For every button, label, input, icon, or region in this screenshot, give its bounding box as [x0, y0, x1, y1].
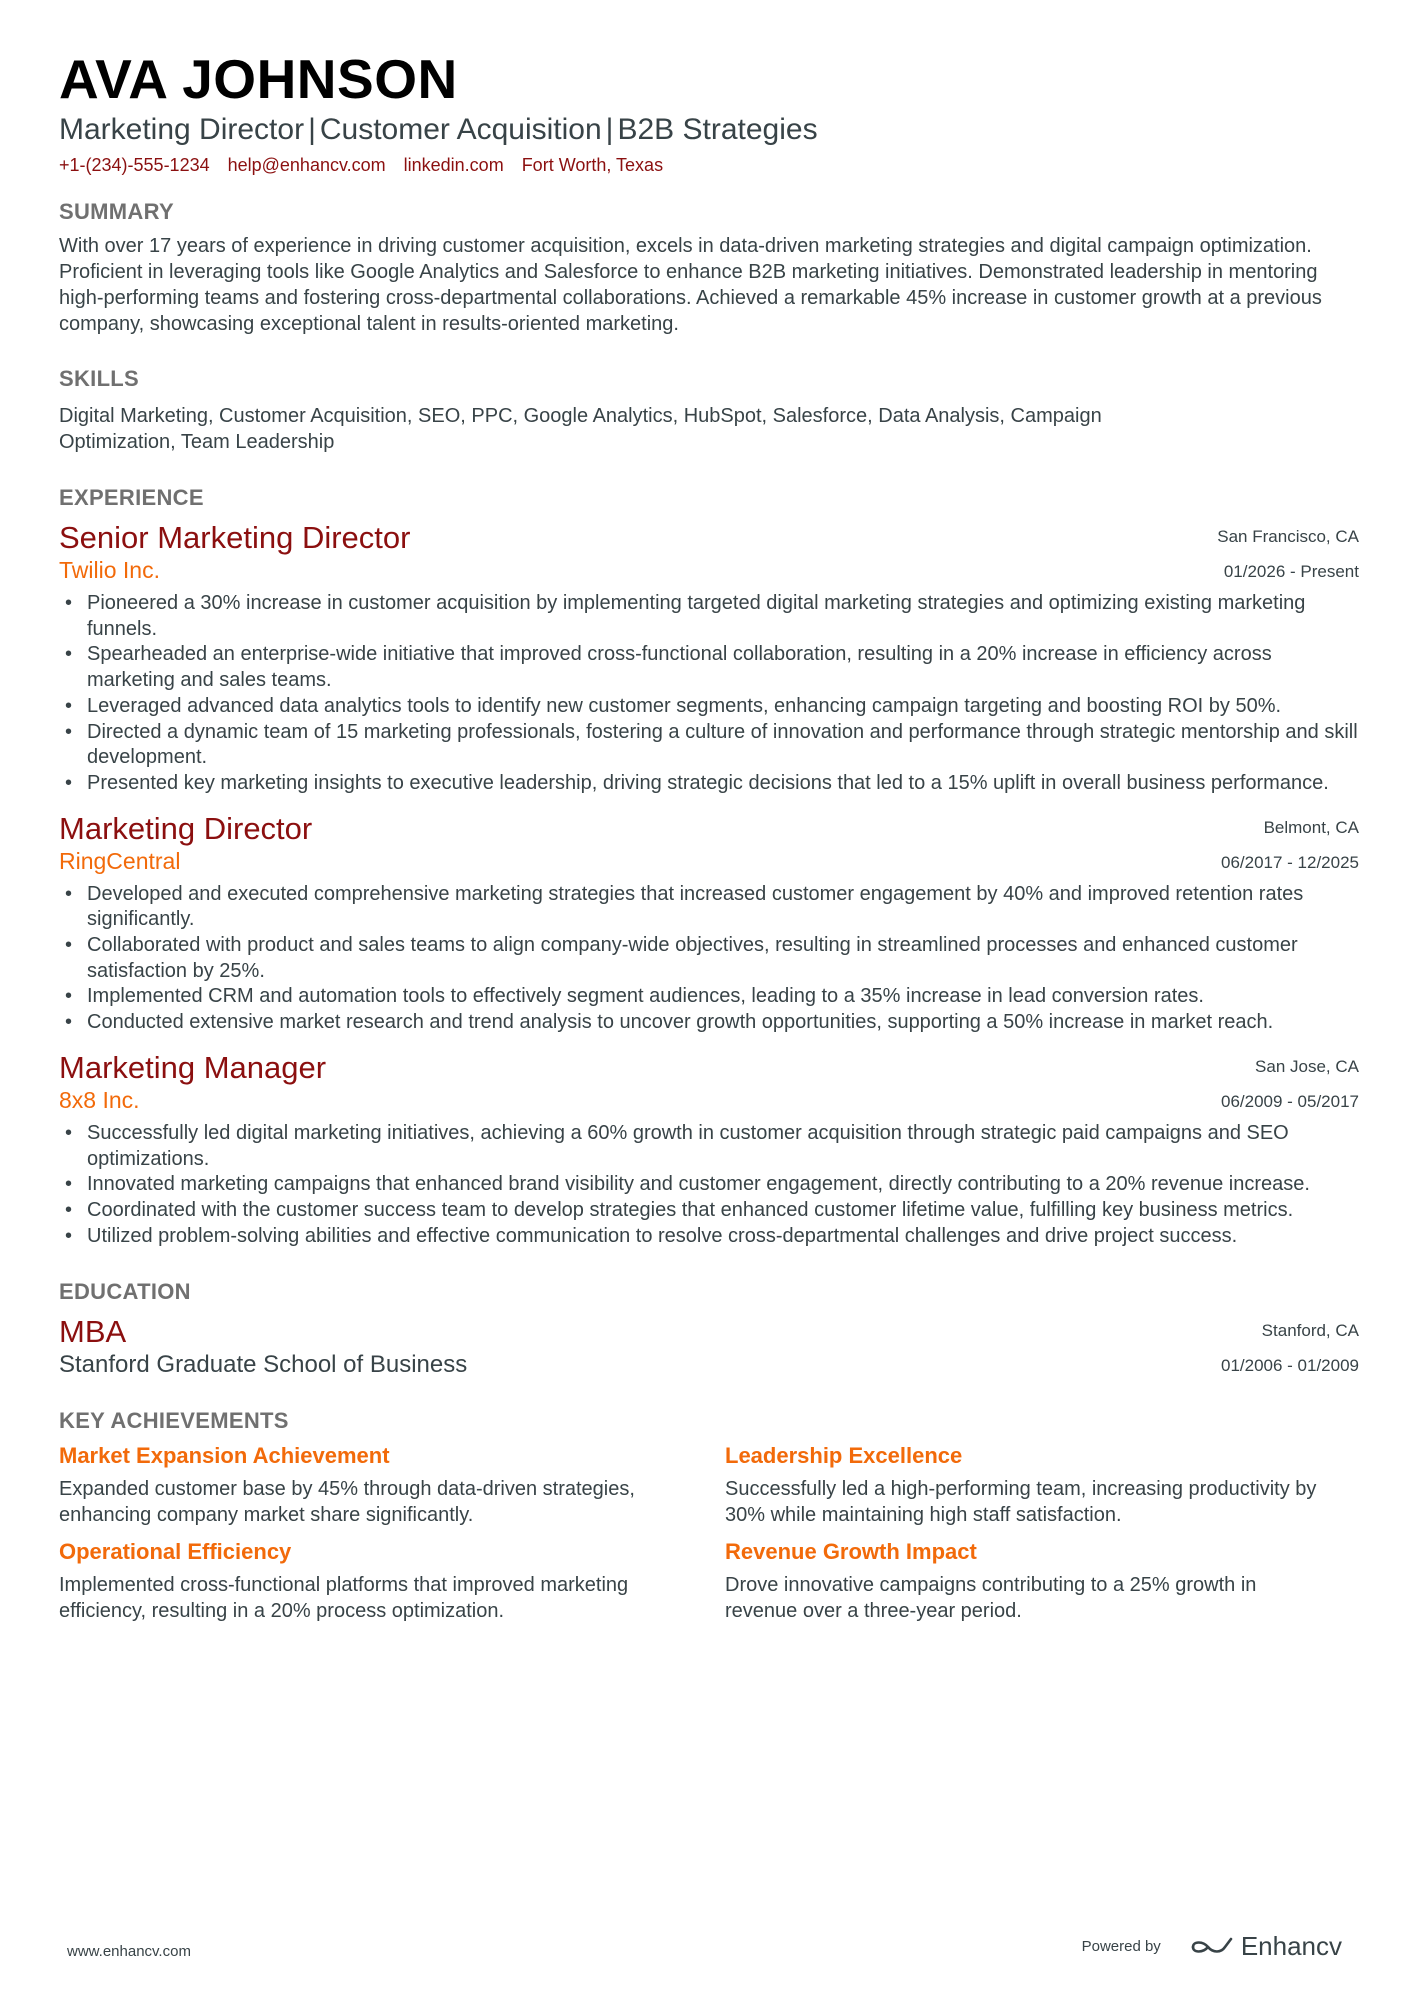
section-title-achievements: KEY ACHIEVEMENTS: [59, 1408, 289, 1434]
job-dates: 06/2009 - 05/2017: [1220, 1091, 1359, 1111]
education-location: Stanford, CA: [1261, 1321, 1359, 1341]
achievement-item: [59, 1538, 725, 1624]
section-title-education: EDUCATION: [59, 1279, 191, 1305]
job-entry: [59, 811, 1359, 1036]
brand-name: Enhancv: [1240, 1931, 1342, 1961]
headline: [59, 112, 1359, 148]
achievement-item: [725, 1538, 1359, 1624]
headline-part: Marketing Director: [59, 113, 305, 146]
bullet-item: • Utilized problem-solving abilities and effective communication to resolve cross-departmental challenges and drive project success.: [59, 1224, 1359, 1250]
achievement-item: [725, 1442, 1359, 1528]
achievement-title: Leadership Excellence: [725, 1443, 963, 1469]
education-entry: [59, 1314, 1359, 1380]
job-bullets: [59, 1121, 1359, 1250]
bullet-item: • Pioneered a 30% increase in customer acquisition by implementing targeted digital marketing strategies and optimizing existing marketing funnels.: [59, 591, 1359, 642]
powered-by-label: Powered by: [1081, 1938, 1161, 1955]
bullet-item: • Collaborated with product and sales teams to align company-wide objectives, resulting in streamlined processes and enhanced customer satisfaction by 25%.: [59, 933, 1359, 984]
linkedin-link[interactable]: linkedin.com: [403, 155, 504, 175]
job-title: Marketing Director: [59, 810, 313, 846]
job-title: Senior Marketing Director: [59, 520, 411, 555]
job-meta: [1221, 1056, 1359, 1113]
skills-section: [59, 366, 1359, 455]
achievement-desc: Expanded customer base by 45% through data-driven strategies, enhancing company market share significantly.: [59, 1478, 635, 1527]
job-entry: [59, 1050, 1359, 1250]
achievement-desc: Successfully led a high-performing team, increasing productivity by 30% while maintaining high staff satisfaction.: [725, 1478, 1317, 1527]
job-bullets: [59, 882, 1359, 1036]
bullet-item: • Conducted extensive market research and trend analysis to uncover growth opportunities, supporting a 50% increase in market reach.: [59, 1010, 1359, 1036]
section-title-summary: SUMMARY: [59, 199, 174, 224]
headline-part: B2B Strategies: [617, 113, 818, 146]
enhancv-logo-icon: [1187, 1935, 1233, 1959]
headline-separator: |: [308, 113, 316, 146]
job-company: 8x8 Inc.: [59, 1086, 140, 1113]
email-link[interactable]: help@enhancv.com: [227, 155, 386, 175]
achievement-desc: Drove innovative campaigns contributing to a 25% growth in revenue over a three-year period.: [725, 1574, 1257, 1623]
headline-part: Customer Acquisition: [319, 113, 602, 146]
job-bullets: [59, 591, 1359, 797]
job-dates: 06/2017 - 12/2025: [1220, 852, 1359, 872]
summary-text: With over 17 years of experience in driving customer acquisition, excels in data-driven marketing strategies and digital campaign optimization. Proficient in leveraging tools like Google Analytics and Salesforce to enhance B2B marketing initiatives. Demonstrated leadership in mentoring high-performing teams and fostering cross-departmental collaborations. Achieved a remarkable 45% increase in customer growth at a previous company, showcasing exceptional talent in results-oriented marketing.: [59, 235, 1322, 335]
bullet-item: • Coordinated with the customer success team to develop strategies that enhanced customer lifetime value, fulfilling key business metrics.: [59, 1198, 1359, 1224]
resume-header: [59, 46, 1359, 176]
bullet-item: • Presented key marketing insights to executive leadership, driving strategic decisions that led to a 15% uplift in overall business performance.: [59, 771, 1359, 797]
achievement-title: Revenue Growth Impact: [725, 1539, 977, 1565]
section-title-experience: EXPERIENCE: [59, 485, 204, 510]
education-degree: MBA: [59, 1314, 127, 1350]
bullet-item: • Spearheaded an enterprise-wide initiative that improved cross-functional collaboration, resulting in a 20% increase in efficiency across marketing and sales teams.: [59, 642, 1359, 693]
achievements-section: [59, 1408, 1359, 1624]
education-section: [59, 1279, 1359, 1380]
achievements-grid: [59, 1442, 1359, 1624]
achievement-item: [59, 1442, 725, 1528]
job-title: Marketing Manager: [59, 1049, 327, 1085]
job-company: RingCentral: [59, 847, 181, 874]
location-text: Fort Worth, Texas: [521, 155, 664, 175]
job-location: San Francisco, CA: [1217, 527, 1359, 546]
bullet-item: • Leveraged advanced data analytics tools to identify new customer segments, enhancing campaign targeting and boosting ROI by 50%.: [59, 694, 1359, 720]
bullet-item: • Directed a dynamic team of 15 marketing professionals, fostering a culture of innovation and performance through strategic mentorship and skill development.: [59, 720, 1359, 771]
bullet-item: • Developed and executed comprehensive marketing strategies that increased customer engagement by 40% and improved retention rates significantly.: [59, 882, 1359, 933]
candidate-name: AVA JOHNSON: [59, 48, 458, 110]
job-meta: [1217, 526, 1359, 583]
education-meta: [1221, 1320, 1359, 1377]
footer-branding: [1082, 1931, 1342, 1962]
education-school: Stanford Graduate School of Business: [59, 1351, 468, 1379]
phone-link[interactable]: +1-(234)-555-1234: [59, 155, 210, 175]
job-entry: [59, 520, 1359, 797]
resume-page: [59, 46, 1359, 1624]
footer-website-link[interactable]: www.enhancv.com: [67, 1943, 191, 1960]
headline-separator: |: [605, 113, 614, 146]
skills-text: Digital Marketing, Customer Acquisition, SEO, PPC, Google Analytics, HubSpot, Salesforce, Data Analysis, Campaign Optimization, Team Leadership: [59, 405, 1102, 453]
section-title-skills: SKILLS: [59, 366, 140, 391]
bullet-item: • Successfully led digital marketing initiatives, achieving a 60% growth in customer acquisition through strategic paid campaigns and SEO optimizations.: [59, 1121, 1359, 1172]
job-location: Belmont, CA: [1263, 817, 1359, 837]
job-company: Twilio Inc.: [59, 557, 160, 583]
education-dates: 01/2006 - 01/2009: [1220, 1356, 1359, 1376]
achievement-desc: Implemented cross-functional platforms that improved marketing efficiency, resulting in a 20% process optimization.: [59, 1574, 629, 1623]
job-location: San Jose, CA: [1255, 1056, 1359, 1076]
bullet-item: • Implemented CRM and automation tools to effectively segment audiences, leading to a 35% increase in lead conversion rates.: [59, 984, 1359, 1010]
contact-line: [59, 154, 1359, 176]
bullet-item: • Innovated marketing campaigns that enhanced brand visibility and customer engagement, directly contributing to a 20% revenue increase.: [59, 1172, 1359, 1198]
achievement-title: Market Expansion Achievement: [59, 1443, 390, 1469]
enhancv-logo[interactable]: [1187, 1931, 1342, 1962]
summary-section: [59, 199, 1359, 337]
achievement-title: Operational Efficiency: [59, 1539, 292, 1565]
job-dates: 01/2026 - Present: [1223, 562, 1359, 581]
experience-section: [59, 485, 1359, 1249]
job-meta: [1221, 817, 1359, 874]
